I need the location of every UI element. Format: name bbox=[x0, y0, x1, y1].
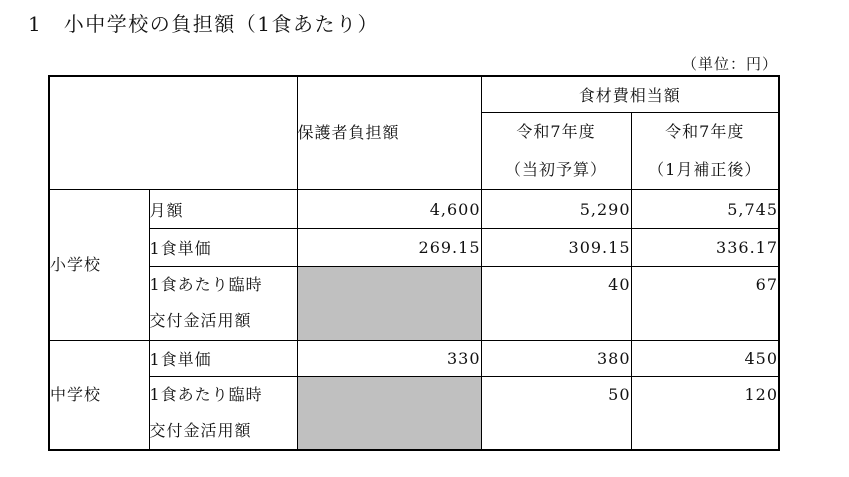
header-fy-initial-year: 令和7年度 bbox=[516, 122, 596, 141]
table-row-elementary-grant bbox=[49, 267, 779, 341]
item-label-line-2: 交付金活用額 bbox=[149, 421, 252, 440]
value-elementary-grant-revised: 67 bbox=[631, 267, 779, 341]
header-fy-revised-note: （1月補正後） bbox=[648, 160, 762, 179]
table-row-elementary-monthly bbox=[49, 190, 779, 229]
header-blank-cell bbox=[49, 76, 297, 190]
table-row-junior-per-meal bbox=[49, 341, 779, 377]
item-label-line-2: 交付金活用額 bbox=[149, 311, 252, 330]
value-junior-grant-initial: 50 bbox=[481, 377, 631, 451]
item-label-per-meal-price: 1食単価 bbox=[149, 341, 297, 377]
shaded-cell-junior-grant-parent bbox=[297, 377, 481, 451]
value-junior-grant-revised: 120 bbox=[631, 377, 779, 451]
value-elementary-monthly-initial: 5,290 bbox=[481, 190, 631, 229]
value-elementary-monthly-revised: 5,745 bbox=[631, 190, 779, 229]
item-label-grant-per-meal bbox=[149, 267, 297, 341]
table-row-elementary-per-meal bbox=[49, 229, 779, 267]
value-elementary-per-meal-initial: 309.15 bbox=[481, 229, 631, 267]
burden-amount-table bbox=[48, 75, 780, 451]
value-junior-per-meal-initial: 380 bbox=[481, 341, 631, 377]
unit-note: （単位：円） bbox=[681, 55, 778, 73]
value-junior-per-meal-revised: 450 bbox=[631, 341, 779, 377]
row-group-elementary-school: 小学校 bbox=[49, 190, 149, 341]
header-row-1 bbox=[49, 76, 779, 113]
value-junior-per-meal-parent: 330 bbox=[297, 341, 481, 377]
value-elementary-per-meal-parent: 269.15 bbox=[297, 229, 481, 267]
item-label-line-1: 1食あたり臨時 bbox=[149, 275, 263, 294]
header-fy-initial bbox=[481, 113, 631, 190]
item-label-line-1: 1食あたり臨時 bbox=[149, 385, 263, 404]
value-elementary-monthly-parent: 4,600 bbox=[297, 190, 481, 229]
document-page bbox=[0, 11, 849, 451]
item-label-monthly-amount: 月額 bbox=[149, 190, 297, 229]
header-food-cost: 食材費相当額 bbox=[481, 76, 779, 113]
page-title: 1 小中学校の負担額（1食あたり） bbox=[28, 12, 379, 36]
value-elementary-per-meal-revised: 336.17 bbox=[631, 229, 779, 267]
item-label-per-meal-price: 1食単価 bbox=[149, 229, 297, 267]
header-fy-initial-note: （当初予算） bbox=[504, 160, 607, 179]
value-elementary-grant-initial: 40 bbox=[481, 267, 631, 341]
shaded-cell-elementary-grant-parent bbox=[297, 267, 481, 341]
header-fy-revised bbox=[631, 113, 779, 190]
table-row-junior-grant bbox=[49, 377, 779, 451]
item-label-grant-per-meal bbox=[149, 377, 297, 451]
header-parent-burden: 保護者負担額 bbox=[297, 76, 481, 190]
row-group-junior-high-school: 中学校 bbox=[49, 341, 149, 451]
header-fy-revised-year: 令和7年度 bbox=[665, 122, 745, 141]
